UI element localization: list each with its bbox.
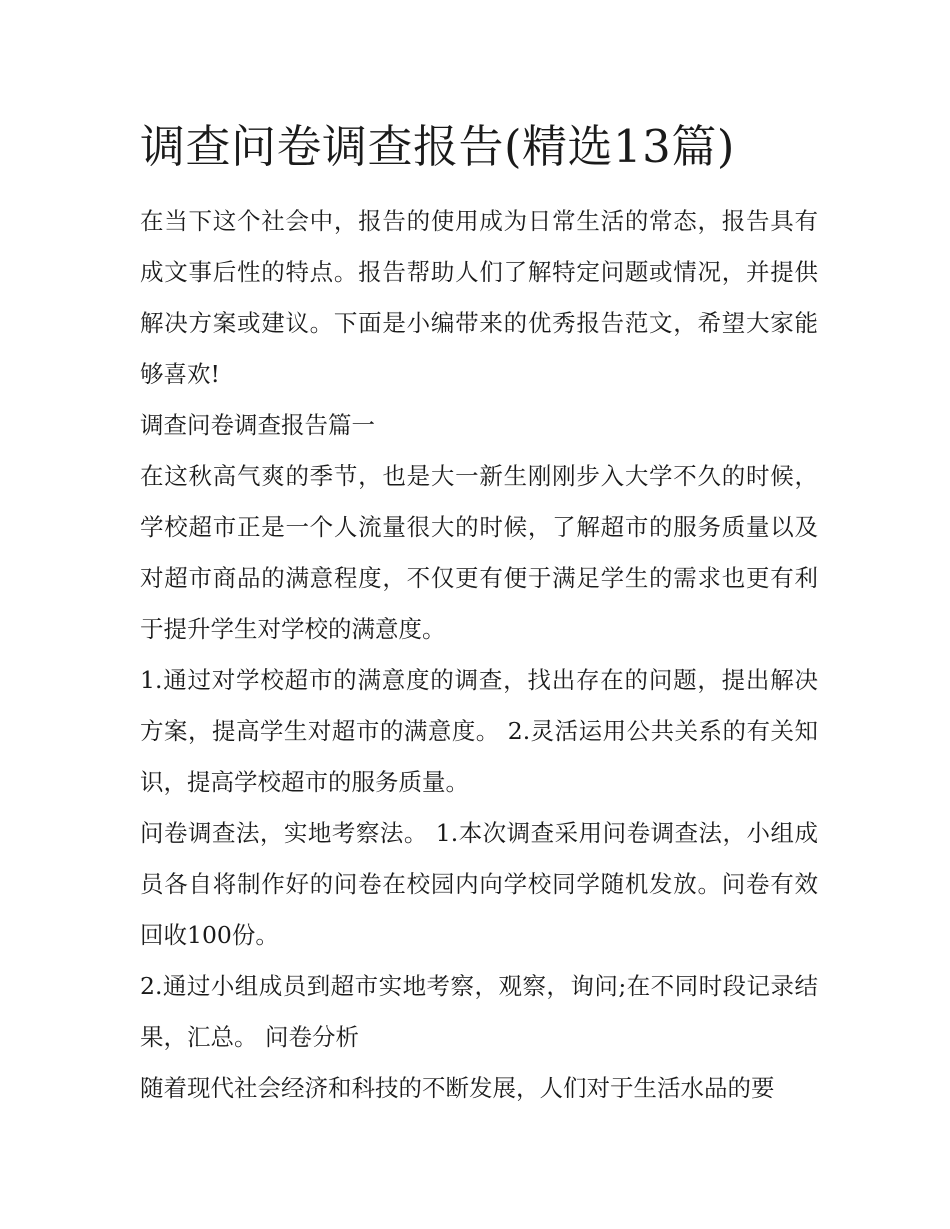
method-paragraph: 问卷调查法，实地考察法。 1.本次调查采用问卷调查法，小组成员各自将制作好的问卷在校园内向学校同学随机发放。问卷有效回收100份。 (140, 819, 818, 949)
document-title: 调查问卷调查报告(精选13篇) (140, 120, 735, 173)
section-heading: 调查问卷调查报告篇一 (140, 411, 375, 439)
intro-paragraph: 在当下这个社会中，报告的使用成为日常生活的常态，报告具有成文事后性的特点。报告帮助人们了解特定问题或情况，并提供解决方案或建议。下面是小编带来的优秀报告范文，希望大家能够喜欢! (140, 207, 818, 388)
objectives-paragraph: 1.通过对学校超市的满意度的调查，找出存在的问题，提出解决方案，提高学生对超市的满意度。 2.灵活运用公共关系的有关知识，提高学校超市的服务质量。 (140, 666, 818, 796)
background-paragraph: 在这秋高气爽的季节，也是大一新生刚刚步入大学不久的时候，学校超市正是一个人流量很大的时候，了解超市的服务质量以及对超市商品的满意程度，不仅更有便于满足学生的需求也更有利于提升学生对学校的满意度。 (140, 462, 818, 643)
method-step-paragraph: 2.通过小组成员到超市实地考察，观察，询问;在不同时段记录结果，汇总。 问卷分析 (140, 972, 818, 1051)
analysis-paragraph: 随着现代社会经济和科技的不断发展，人们对于生活水品的要 (140, 1074, 775, 1102)
document-body (140, 196, 818, 1114)
